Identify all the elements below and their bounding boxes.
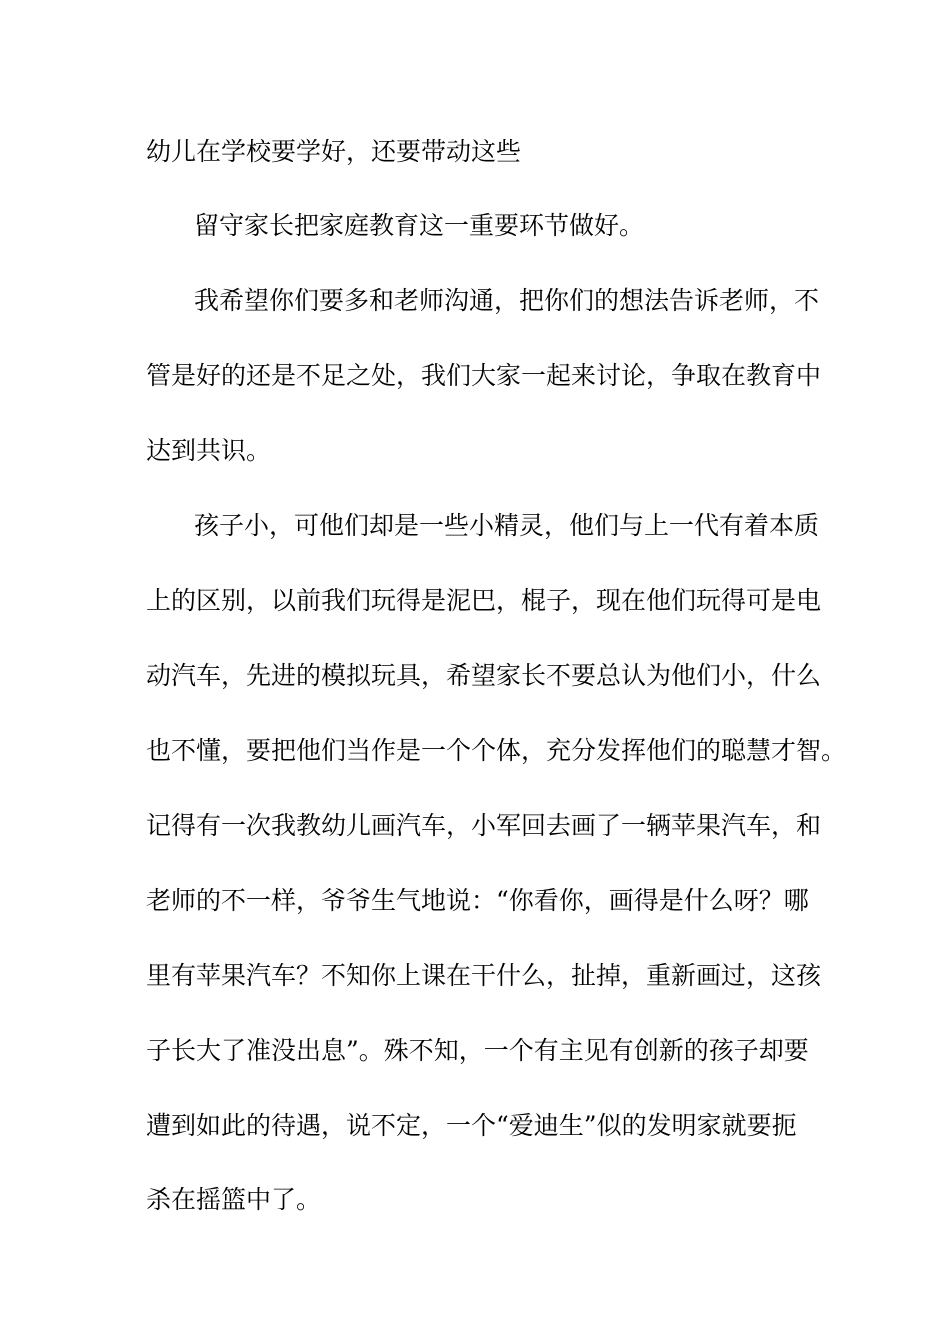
text-line-10: 记得有一次我教幼儿画汽车，小军回去画了一辆苹果汽车，和	[146, 811, 822, 840]
text-line-14: 遭到如此的待遇，说不定，一个“爱迪生”似的发明家就要扼	[146, 1111, 797, 1140]
text-line-7: 上的区别，以前我们玩得是泥巴，棍子，现在他们玩得可是电	[146, 586, 822, 615]
text-line-9: 也不懂，要把他们当作是一个个体，充分发挥他们的聪慧才智。	[146, 736, 847, 765]
text-line-5: 达到共识。	[146, 436, 272, 465]
text-line-15: 杀在摇篮中了。	[146, 1185, 322, 1214]
text-line-1: 幼儿在学校要学好，还要带动这些	[146, 137, 522, 166]
text-line-4: 管是好的还是不足之处，我们大家一起来讨论，争取在教育中	[146, 361, 822, 390]
text-line-8: 动汽车，先进的模拟玩具，希望家长不要总认为他们小，什么	[146, 661, 822, 690]
text-line-12: 里有苹果汽车？不知你上课在干什么，扯掉，重新画过，这孩	[146, 961, 822, 990]
text-line-2: 留守家长把家庭教育这一重要环节做好。	[194, 211, 645, 240]
text-line-13: 子长大了准没出息”。殊不知，一个有主见有创新的孩子却要	[146, 1036, 809, 1065]
text-line-6: 孩子小，可他们却是一些小精灵，他们与上一代有着本质	[194, 511, 820, 540]
text-line-3: 我希望你们要多和老师沟通，把你们的想法告诉老师，不	[194, 286, 820, 315]
text-line-11: 老师的不一样，爷爷生气地说：“你看你，画得是什么呀？哪	[146, 886, 809, 915]
